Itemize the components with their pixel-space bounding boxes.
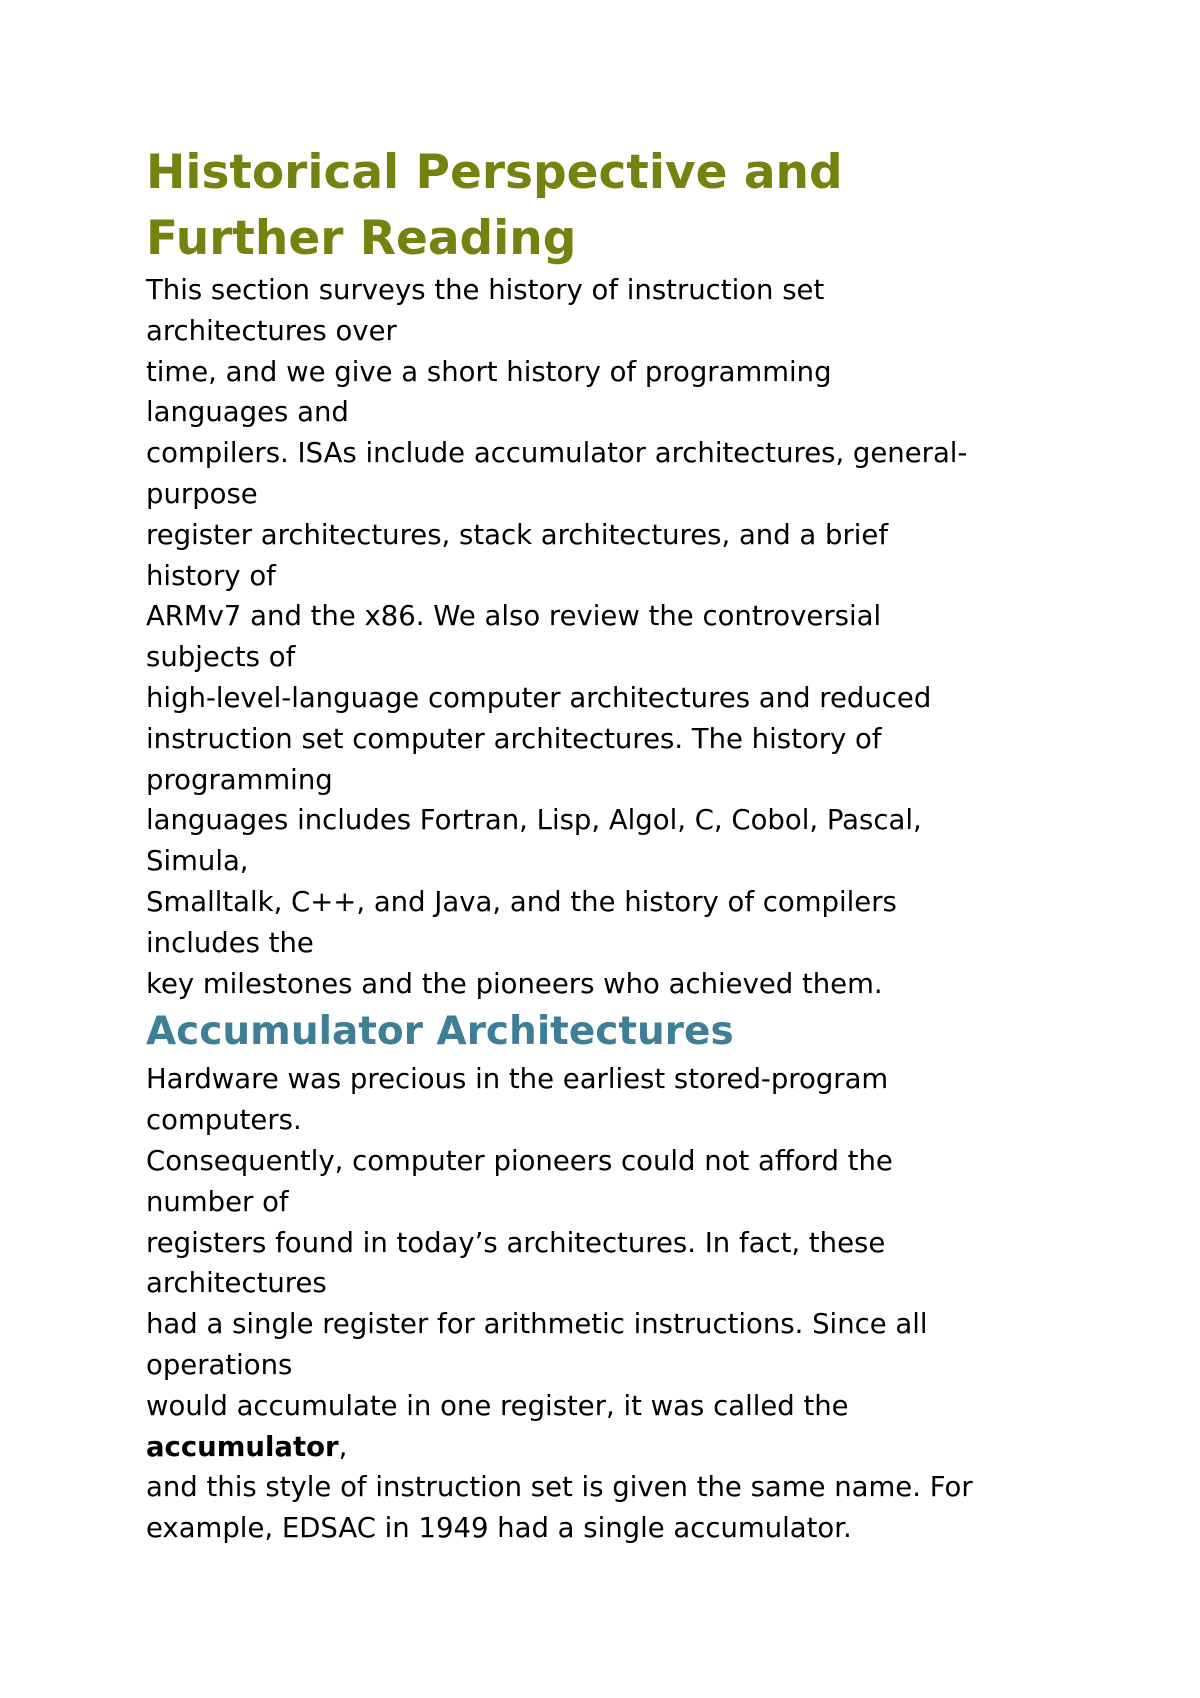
page-title	[146, 140, 1096, 272]
title-line: Further Reading	[146, 211, 577, 266]
text-line: high-level-language computer architectures and reduced	[146, 681, 932, 714]
title-line: Historical Perspective and	[146, 145, 843, 200]
bold-term: accumulator	[146, 1430, 339, 1463]
document-page	[146, 140, 1096, 1549]
text-line-bold-term	[146, 1427, 1096, 1468]
text-line: Consequently, computer pioneers could not afford the	[146, 1144, 893, 1177]
text-line: architectures	[146, 1267, 327, 1300]
text-line: and this style of instruction set is given the same name. For	[146, 1471, 973, 1504]
text-line: register architectures, stack architectures, and a brief	[146, 518, 889, 551]
text-line: Hardware was precious in the earliest stored-program	[146, 1063, 889, 1096]
text-line: purpose	[146, 477, 258, 510]
text-line: Smalltalk, C++, and Java, and the history of compilers	[146, 885, 897, 918]
text-line: number of	[146, 1185, 289, 1218]
text-line: had a single register for arithmetic instructions. Since all	[146, 1308, 928, 1341]
text-line: history of	[146, 559, 276, 592]
text-line: ARMv7 and the x86. We also review the controversial	[146, 600, 882, 633]
text-line: languages and	[146, 396, 349, 429]
text-line: operations	[146, 1348, 293, 1381]
text-line: computers.	[146, 1104, 302, 1137]
text-line: example, EDSAC in 1949 had a single accumulator.	[146, 1512, 852, 1545]
text-line: compilers. ISAs include accumulator architectures, general-	[146, 437, 968, 470]
text-line: instruction set computer architectures. The history of	[146, 722, 882, 755]
text-line: programming	[146, 763, 333, 796]
bold-term-suffix: ,	[338, 1430, 348, 1463]
text-line: registers found in today’s architectures. In fact, these	[146, 1226, 886, 1259]
section-heading: Accumulator Architectures	[146, 1009, 734, 1055]
text-line: This section surveys the history of instruction set	[146, 274, 825, 306]
text-line: includes the	[146, 926, 314, 959]
text-line: languages includes Fortran, Lisp, Algol, C, Cobol, Pascal,	[146, 804, 922, 837]
text-line: time, and we give a short history of programming	[146, 355, 832, 388]
text-line: subjects of	[146, 641, 296, 674]
section-paragraph	[146, 1059, 1096, 1549]
text-line: key milestones and the pioneers who achieved them.	[146, 967, 883, 1000]
text-line: architectures over	[146, 314, 397, 347]
text-line: Simula,	[146, 845, 249, 878]
intro-paragraph	[146, 270, 1096, 1004]
text-line: would accumulate in one register, it was called the	[146, 1389, 849, 1422]
